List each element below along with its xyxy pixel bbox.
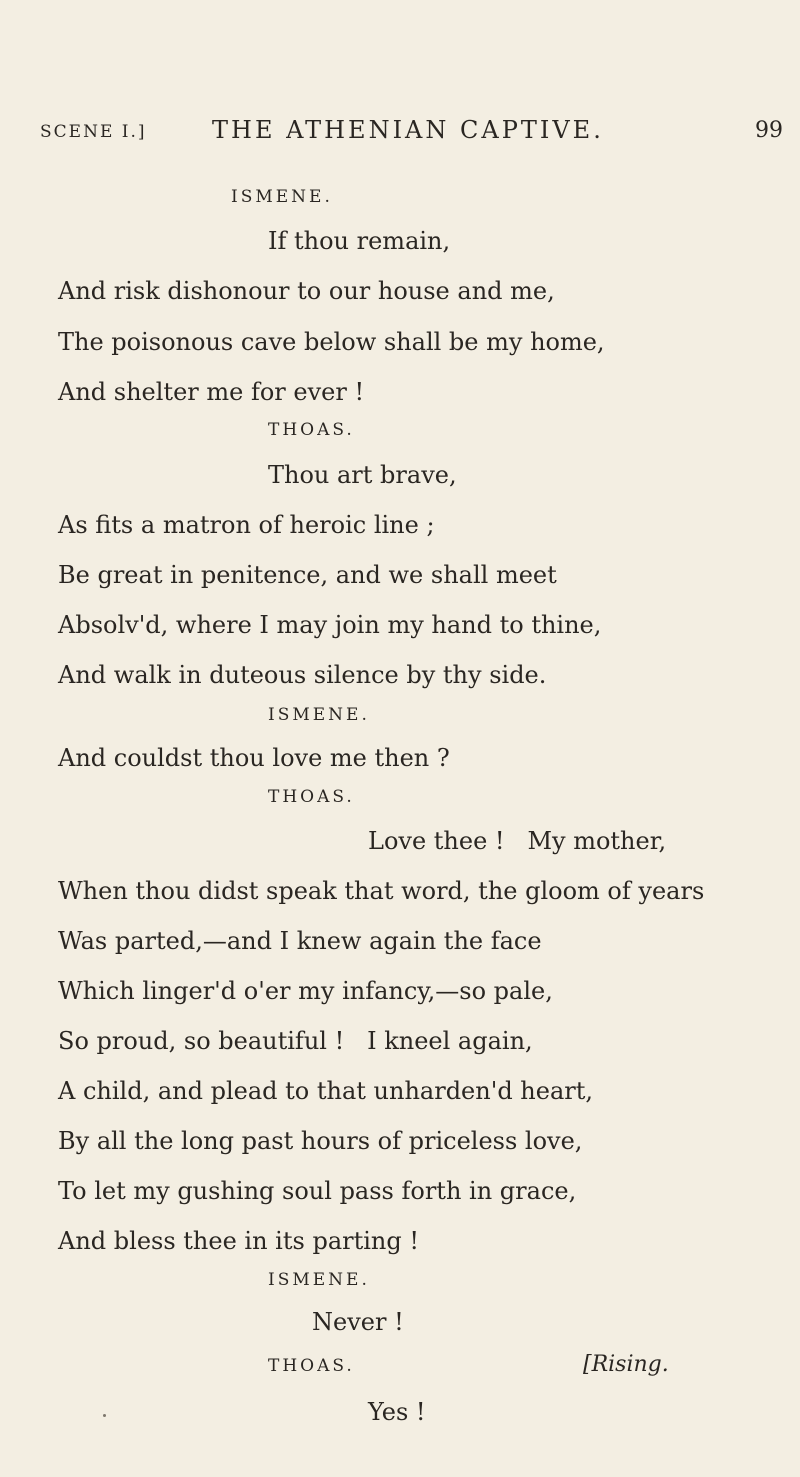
verse-line: As fits a matron of heroic line ; <box>58 511 435 539</box>
verse-line: To let my gushing soul pass forth in grace, <box>58 1177 577 1205</box>
verse-line: And walk in duteous silence by thy side. <box>58 661 547 689</box>
running-header <box>0 116 800 152</box>
running-title: THE ATHENIAN CAPTIVE. <box>212 116 604 144</box>
verse-line: And risk dishonour to our house and me, <box>58 277 555 305</box>
verse-line: Never ! <box>312 1308 404 1336</box>
speaker-name: THOAS. <box>268 787 355 807</box>
speaker-name: THOAS. <box>268 1356 355 1376</box>
scene-label: SCENE I.] <box>40 122 147 142</box>
verse-line: Absolv'd, where I may join my hand to thine, <box>58 611 602 639</box>
stage-direction-text: [Rising. <box>583 1352 669 1377</box>
verse-line: And couldst thou love me then ? <box>58 744 450 772</box>
verse-line: So proud, so beautiful ! I kneel again, <box>58 1027 533 1055</box>
verse-line: And bless thee in its parting ! <box>58 1227 420 1255</box>
page-number: 99 <box>755 118 783 143</box>
verse-line: Which linger'd o'er my infancy,—so pale, <box>58 977 553 1005</box>
verse-line: When thou didst speak that word, the gloom of years <box>58 877 705 905</box>
verse-line: By all the long past hours of priceless love, <box>58 1127 583 1155</box>
speaker-name: ISMENE. <box>268 705 370 725</box>
verse-line: Thou art brave, <box>268 461 457 489</box>
speaker-name: THOAS. <box>268 420 355 440</box>
speaker-name: ISMENE. <box>231 187 333 207</box>
verse-line: And shelter me for ever ! <box>58 378 365 406</box>
verse-line: A child, and plead to that unharden'd heart, <box>58 1077 594 1105</box>
verse-line: Be great in penitence, and we shall meet <box>58 561 557 589</box>
speaker-name: ISMENE. <box>268 1270 370 1290</box>
verse-line: The poisonous cave below shall be my home, <box>58 328 605 356</box>
paper-speck <box>103 1414 106 1417</box>
verse-line: Was parted,—and I knew again the face <box>58 927 542 955</box>
verse-line: If thou remain, <box>268 227 451 255</box>
stage-direction <box>583 1352 669 1377</box>
verse-line: Love thee ! My mother, <box>368 827 667 855</box>
verse-line: Yes ! <box>368 1398 426 1426</box>
